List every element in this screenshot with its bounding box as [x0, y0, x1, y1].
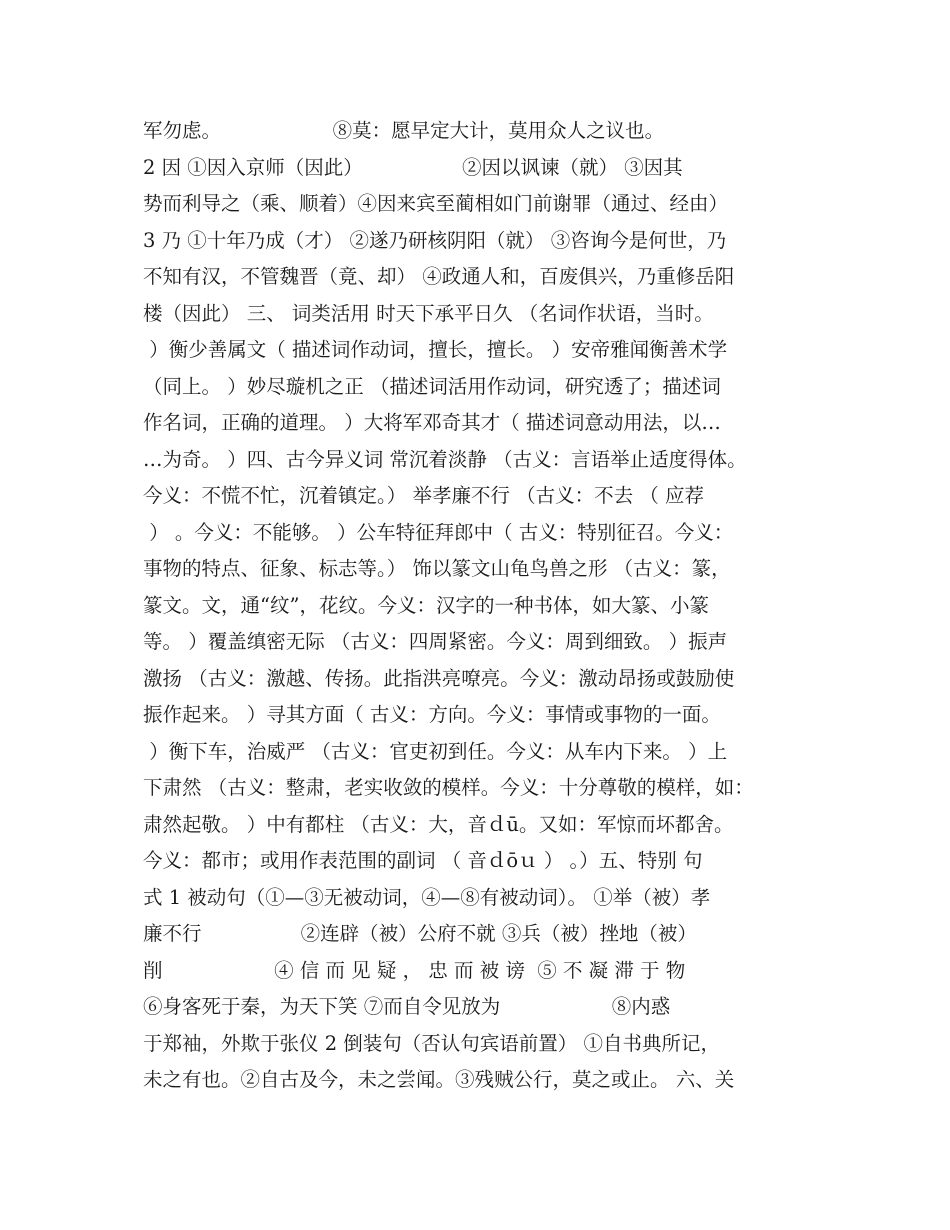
- text-line: 等。 ）覆盖缜密无际 （古义：四周紧密。今义：周到细致。 ）振声: [143, 630, 728, 653]
- text-line: 削 ④ 信 而 见 疑 ， 忠 而 被 谤 ⑤ 不 凝 滞 于 物: [143, 958, 686, 982]
- text-line: 不知有汉，不管魏晋（竟、却） ④政通人和，百废俱兴，乃重修岳阳: [143, 265, 735, 288]
- text-line: 下肃然 （古义：整肃，老实收敛的模样。今义：十分尊敬的模样，如：: [143, 776, 754, 799]
- text-line: 式 1 被动句（①—③无被动词，④—⑧有被动词）。 ①举（被）孝: [143, 885, 711, 909]
- text-line: ）衡下车，治威严 （古义：官吏初到任。今义：从车内下来。 ）上: [143, 739, 728, 763]
- text-line: ） 。今义：不能够。 ）公车特征拜郎中（ 古义：特别征召。今义：: [143, 520, 734, 544]
- text-line: 3 乃 ①十年乃成（才） ②遂乃研核阴阳（就） ③咨询今是何世，乃: [143, 228, 727, 252]
- text-line: （同上。 ）妙尽璇机之正 （描述词活用作动词，研究透了；描述词: [143, 374, 721, 398]
- text-line: 篆文。文，通“纹”，花纹。今义：汉字的一种书体，如大篆、小篆: [143, 593, 709, 617]
- text-line: 于郑袖，外欺于张仪 2 倒装句（否认句宾语前置） ①自书典所记，: [143, 1031, 721, 1055]
- text-line: ⑥身客死于秦，为天下笑 ⑦而自令见放为 ⑧内惑: [143, 995, 671, 1018]
- text-line: 肃然起敬。 ）中有都柱 （古义：大，音ｄū。又如：军惊而坏都舍。: [143, 812, 734, 836]
- text-line: 楼（因此） 三、 词类活用 时天下承平日久 （名词作状语，当时。: [143, 301, 714, 325]
- text-line: 廉不行 ②连辟（被）公府不就 ③兵（被）挫地（被）: [143, 922, 697, 945]
- text-line: 事物的特点、征象、标志等。） 饰以篆文山龟鸟兽之形 （古义：篆，: [143, 557, 731, 580]
- document-body: [143, 113, 823, 1099]
- text-line: 激扬 （古义：激越、传扬。此指洪亮嘹亮。今义：激动昂扬或鼓励使: [143, 666, 735, 690]
- text-line: 势而利导之（乘、顺着）④因来宾至蔺相如门前谢罪（通过、经由）: [143, 192, 729, 215]
- text-line: 今义：不慌不忙，沉着镇定。） 举孝廉不行 （古义：不去 （ 应荐: [143, 484, 705, 507]
- text-line: …为奇。 ）四、古今异义词 常沉着淡静 （古义：言语举止适度得体。: [143, 447, 747, 471]
- text-line: 军勿虑。 ⑧莫：愿早定大计，莫用众人之议也。: [143, 119, 665, 142]
- text-line: 未之有也。②自古及今，未之尝闻。③残贼公行，莫之或止。 六、关: [143, 1068, 735, 1091]
- text-line: ）衡少善属文（ 描述词作动词，擅长，擅长。 ）安帝雅闻衡善术学: [143, 338, 728, 361]
- text-line: 振作起来。 ）寻其方面（ 古义：方向。今义：事情或事物的一面。: [143, 703, 721, 726]
- text-line: 作名词，正确的道理。 ）大将军邓奇其才（ 描述词意动用法，以…: [143, 411, 721, 434]
- text-line: 2 因 ①因入京师（因此） ②因以讽谏（就） ③因其: [143, 155, 683, 179]
- text-line: 今义：都市；或用作表范围的副词 （ 音ｄōｕ ） 。）五、特别 句: [143, 849, 703, 872]
